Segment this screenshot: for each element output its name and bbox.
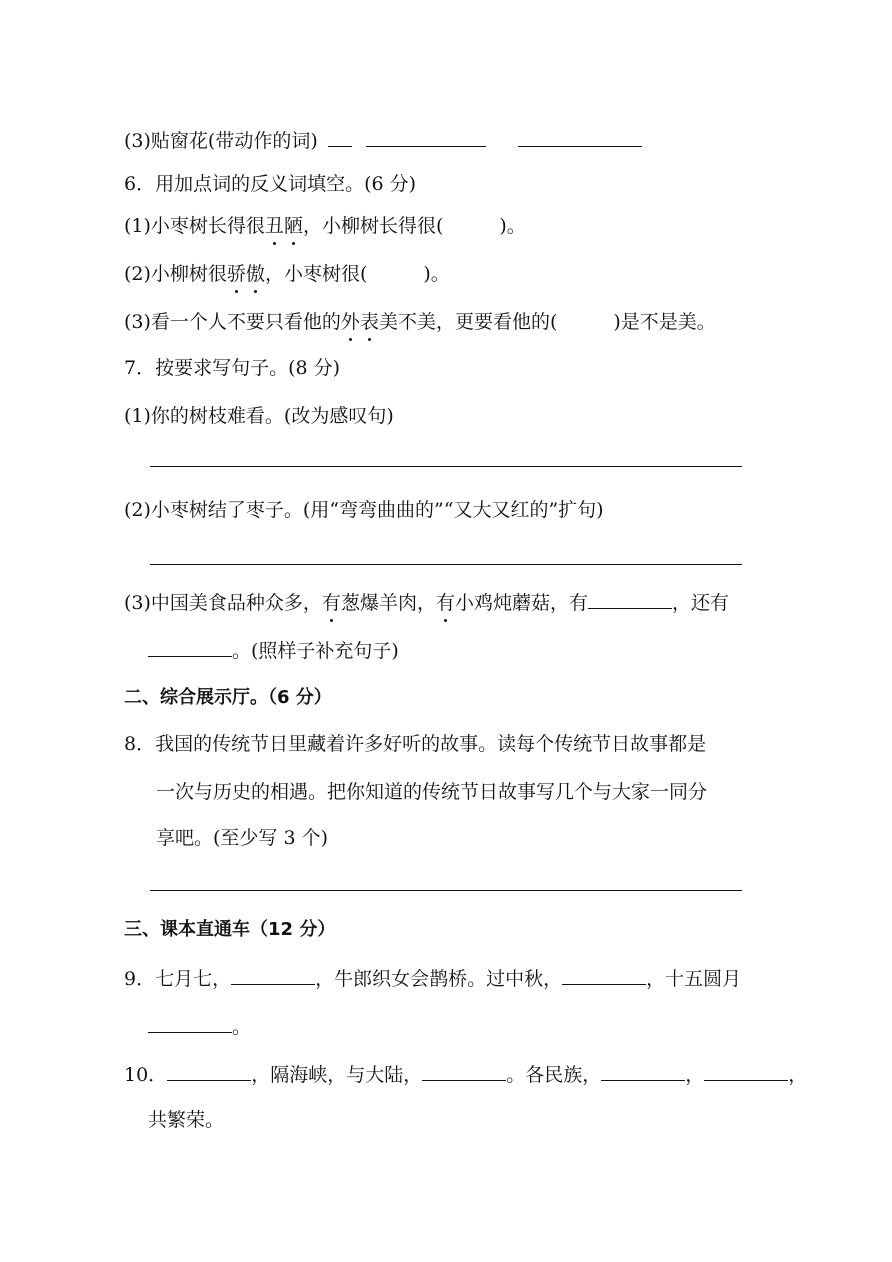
answer-blank[interactable]: [148, 1014, 232, 1033]
q7-3-mid3: ，还有: [671, 592, 729, 614]
q6-2-end: )。: [423, 263, 450, 285]
answer-blank[interactable]: [231, 966, 315, 985]
answer-blank[interactable]: [704, 1062, 788, 1081]
answer-blank[interactable]: [366, 128, 486, 147]
q9-part-c: ，十五圆月: [646, 968, 742, 990]
answer-line[interactable]: [150, 890, 742, 891]
q10-part-d: ，: [685, 1064, 705, 1086]
q6-3-pre: (3)看一个人不要只看他的: [124, 311, 341, 333]
dotted-char: 陋: [283, 215, 303, 237]
dotted-char: 傲: [245, 263, 265, 285]
q7-3-line: [124, 590, 729, 615]
section-2-heading: 二、综合展示厅。（6 分）: [124, 687, 332, 708]
q10-part-b: ，隔海峡，与大陆，: [251, 1064, 423, 1086]
answer-blank[interactable]: [148, 638, 232, 657]
q9-part-a: 9．七月七，: [124, 968, 232, 990]
q6-1-pre: (1)小枣树长得很: [124, 215, 265, 237]
q8-line3: 享吧。(至少写 3 个): [156, 827, 328, 849]
q6-1-post: ，小柳树长得很(: [302, 215, 444, 237]
q8-line2: 一次与历史的相遇。把你知道的传统节日故事写几个与大家一同分: [156, 781, 708, 803]
q6-2-line: [124, 262, 450, 286]
dotted-char: 有: [321, 592, 341, 614]
section-3-heading: 三、课本直通车（12 分）: [124, 919, 336, 940]
q6-3-line: [124, 310, 716, 334]
q5-3-text: (3)贴窗花(带动作的词): [124, 130, 318, 152]
q7-3b-text: 。(照样子补充句子): [232, 640, 399, 662]
q6-3-post: 美不美，更要看他的(: [378, 311, 558, 333]
answer-line[interactable]: [150, 466, 742, 467]
q5-3-line: [124, 128, 642, 153]
q6-1-line: [124, 214, 526, 238]
q7-3b-line: [148, 638, 399, 663]
q6-1-end: )。: [499, 215, 526, 237]
answer-blank[interactable]: [422, 1062, 506, 1081]
q9-line2: [148, 1014, 251, 1039]
q6-title: 6．用加点词的反义词填空。(6 分): [124, 173, 417, 195]
dotted-char: 丑: [264, 215, 284, 237]
q10-part-e: ，: [788, 1064, 808, 1086]
q9-part-d: 。: [232, 1016, 252, 1038]
answer-line[interactable]: [150, 564, 742, 565]
q7-1-text: (1)你的树枝难看。(改为感叹句): [124, 405, 394, 427]
dotted-char: 有: [435, 592, 455, 614]
q6-3-end: )是不是美。: [613, 311, 716, 333]
answer-blank[interactable]: [167, 1062, 251, 1081]
q7-3-mid2: 小鸡炖蘑菇，有: [454, 592, 588, 614]
q10-part-a: 10．: [124, 1064, 168, 1086]
q6-2-pre: (2)小柳树很: [124, 263, 227, 285]
q10-line2: 共繁荣。: [148, 1109, 225, 1131]
answer-blank[interactable]: [588, 590, 672, 609]
q7-3-pre: (3)中国美食品种众多，: [124, 592, 322, 614]
dotted-char: 外: [340, 311, 360, 333]
answer-blank[interactable]: [518, 128, 642, 147]
answer-blank[interactable]: [601, 1062, 685, 1081]
dotted-char: 骄: [226, 263, 246, 285]
q6-2-post: ，小枣树很(: [264, 263, 368, 285]
q8-line1: 8．我国的传统节日里藏着许多好听的故事。读每个传统节日故事都是: [124, 733, 707, 755]
q9-line1: [124, 966, 741, 991]
answer-blank[interactable]: [328, 128, 352, 147]
q7-3-mid1: 葱爆羊肉，: [340, 592, 436, 614]
q7-2-text: (2)小枣树结了枣子。(用“弯弯曲曲的”“又大又红的”扩句): [124, 499, 604, 521]
dotted-char: 表: [359, 311, 379, 333]
q7-title: 7．按要求写句子。(8 分): [124, 357, 341, 379]
q10-part-c: 。各民族，: [506, 1064, 602, 1086]
q9-part-b: ，牛郎织女会鹊桥。过中秋，: [315, 968, 563, 990]
q10-line1: [124, 1062, 807, 1087]
answer-blank[interactable]: [562, 966, 646, 985]
